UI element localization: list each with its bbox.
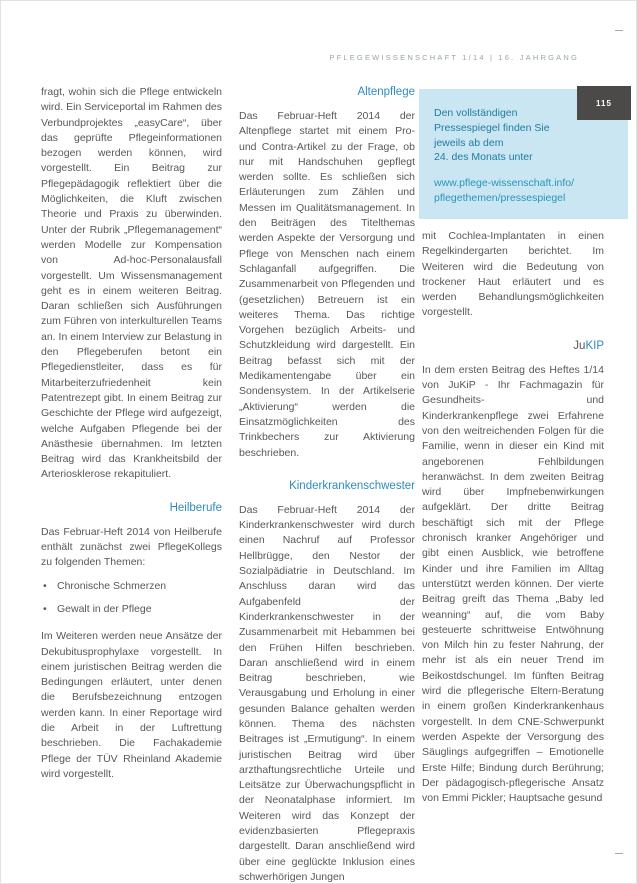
list-item	[43, 579, 222, 594]
heading-prefix: Ju	[573, 339, 586, 352]
info-box-line: Pressespiegel finden Sie	[434, 121, 550, 134]
section-heading-kinderkrankenschwester: Kinderkrankenschwester	[289, 479, 415, 492]
bullet-marker: •	[43, 579, 47, 592]
list-item	[43, 602, 222, 617]
info-box-url-line: pflegethemen/pressespiegel	[434, 191, 566, 204]
page-number-badge: 115	[577, 86, 631, 120]
body-paragraph: Das Februar-Heft 2014 von Heilberufe enthält zunächst zwei PflegeKollegs zu folgenden Themen:	[41, 525, 222, 569]
section-heading-jukip	[422, 339, 604, 354]
body-paragraph: fragt, wohin sich die Pflege entwickeln wird. Ein Serviceportal im Rahmen des Verbundprojektes „easyCare“, über das geprüfte Pflegeinformationen bezogen werden können, wird vorgestellt. Ein Beitrag zur Pflegepädagogik reflektiert über die Möglichkeiten, die Kluft zwischen Theorie und Praxis zu überwinden. Unter der Rubrik „Pflegemanagement“ werden Modelle zur Kompensation von Ad-hoc-Personalausfall vorgestellt. Um Wissensmanagement geht es in einem weiteren Beitrag. Daran schließen sich Ausführungen zum Führen von interkulturellen Teams an. In einem Interview zur Belastung in den Pflegeberufen betont ein Pflegedienstleiter, dass es für Mitarbeiterzufriedenheit kein Patentrezept gibt. In einem Beitrag zur Geschichte der Pflege wird aufgezeigt, welche Aufgaben Pflegende bei der Anästhesie übernahmen. Im letzten Beitrag wird das Krankheitsbild der Arteriosklerose rekapituliert.	[41, 86, 222, 481]
bullet-text: Gewalt in der Pflege	[57, 602, 152, 615]
bullet-marker: •	[43, 602, 47, 615]
heading-suffix: KIP	[585, 339, 604, 352]
crop-mark-top	[615, 30, 623, 31]
section-heading-heilberufe: Heilberufe	[169, 501, 222, 514]
journal-header-line: PFLEGEWISSENSCHAFT 1/14 | 16. JAHRGANG	[329, 53, 579, 62]
crop-mark-bottom	[615, 853, 623, 854]
body-paragraph: In dem ersten Beitrag des Heftes 1/14 von JuKiP - Ihr Fachmagazin für Gesundheits- und Kinderkrankenpflege zwei Erfahrene von den weitreichenden Folgen für die Familie, wenn in dieser ein Kind mit angeborenen Fehlbildungen heranwächst. In dem zweiten Beitrag wird über Impfnebenwirkungen aufgeklärt. Der dritte Beitrag beschäftigt sich mit der Pflege chronisch kranker Angehöriger und gibt einen Ausblick, wie betroffene Kinder und ihre Familien im Alltag unterstützt werden können. Der vierte Beitrag greift das Thema „Baby led weanning“ auf, die vom Baby gesteuerte schrittweise Entwöhnung von Milch hin zu fester Nahrung, der mehr ist als ein neuer Trend im Beikostdschungel. Im fünften Beitrag wird die pflegerische Eltern-Beratung in einem großen Kinderkrankenhaus vorgestellt. In dem CNE-Schwerpunkt werden Aspekte der Versorgung des Säuglings aufgegriffen – Emotionelle Erste Hilfe; Bindung durch Berührung; Der pädagogisch-pflegerische Ansatz von Emmi Pickler; Hauptsache gesund	[422, 363, 604, 805]
body-paragraph: Das Februar-Heft 2014 der Kinderkrankenschwester wird durch einen Nachruf auf Professor Hellbrügge, den Nestor der Sozialpädiatrie in Deutschland. Im Anschluss daran wird das Aufgabenfeld der Kinderkrankenschwester in der Zusammenarbeit mit Hebammen bei den Frühen Hilfen beschrieben. Daran anschließend wird in einem Beitrag beschrieben, wie Verausgabung und Erholung in einer gesunden Balance gehalten werden können. Thema des nächsten Beitrages ist „Ermutigung“. In einem juristischen Beitrag wird über arzthaftungsrechtliche Urteile und Leitsätze zur Überwachungspflicht in der Neonatalphase informiert. Im Weiteren wird das Konzept der evidenzbasierten Pflegepraxis dargestellt. Daran anschließend wird über eine geglückte Inklusion eines schwerhörigen Jungen	[239, 503, 415, 883]
body-paragraph: mit Cochlea-Implantaten in einen Regelkindergarten berichtet. Im Weiteren wird die Bedeutung von trockener Haut erläutert und es werden Behandlungsmöglichkeiten vorgestellt.	[422, 230, 604, 319]
column-right	[422, 229, 604, 806]
column-middle	[239, 85, 415, 884]
column-left	[41, 85, 222, 782]
body-paragraph: Im Weiteren werden neue Ansätze der Dekubitusprophylaxe vorgestellt. In einem juristischen Beitrag werden die Bedingungen erläutert, unter denen die Berufsbezeichnung entzogen werden kann. In einer Reportage wird die Arbeit in der Luftrettung beschrieben. Die Fachakademie Pflege der TÜV Rheinland Akademie wird vorgestellt.	[41, 630, 222, 780]
info-box-url	[434, 176, 614, 206]
info-box-line: jeweils ab dem	[434, 136, 504, 149]
info-box-line: 24. des Monats unter	[434, 151, 533, 164]
section-heading-altenpflege: Altenpflege	[357, 86, 415, 98]
info-box-line: Den vollständigen	[434, 107, 518, 119]
bullet-text: Chronische Schmerzen	[57, 579, 167, 592]
info-box-url-line: www.pflege-wissenschaft.info/	[434, 177, 575, 190]
body-paragraph: Das Februar-Heft 2014 der Altenpflege startet mit einem Pro- und Contra-Artikel zu der Frage, ob nur mit Handschuhen gepflegt werden sollte. Es schließen sich Erläuterungen zum Zählen und Messen im Qualitätsmanagement. In den Beiträgen des Titelthemas werden Aspekte der Versorgung und Pflege von Menschen nach einem Schlaganfall aufgegriffen. Die Zusammenarbeit von Pflegenden und (gesetzlichen) Betreuern ist ein weiteres Thema. Das richtige Vorgehen bezüglich Arbeits- und Schutzkleidung wird dargestellt. Ein Beitrag befasst sich mit der Medikamentengabe über ein Sondensystem. In der Artikelserie „Aktivierung“ werden die Einsatzmöglichkeiten des Trinkbechers zur Aktivierung beschrieben.	[239, 110, 415, 459]
bullet-list	[41, 579, 222, 618]
